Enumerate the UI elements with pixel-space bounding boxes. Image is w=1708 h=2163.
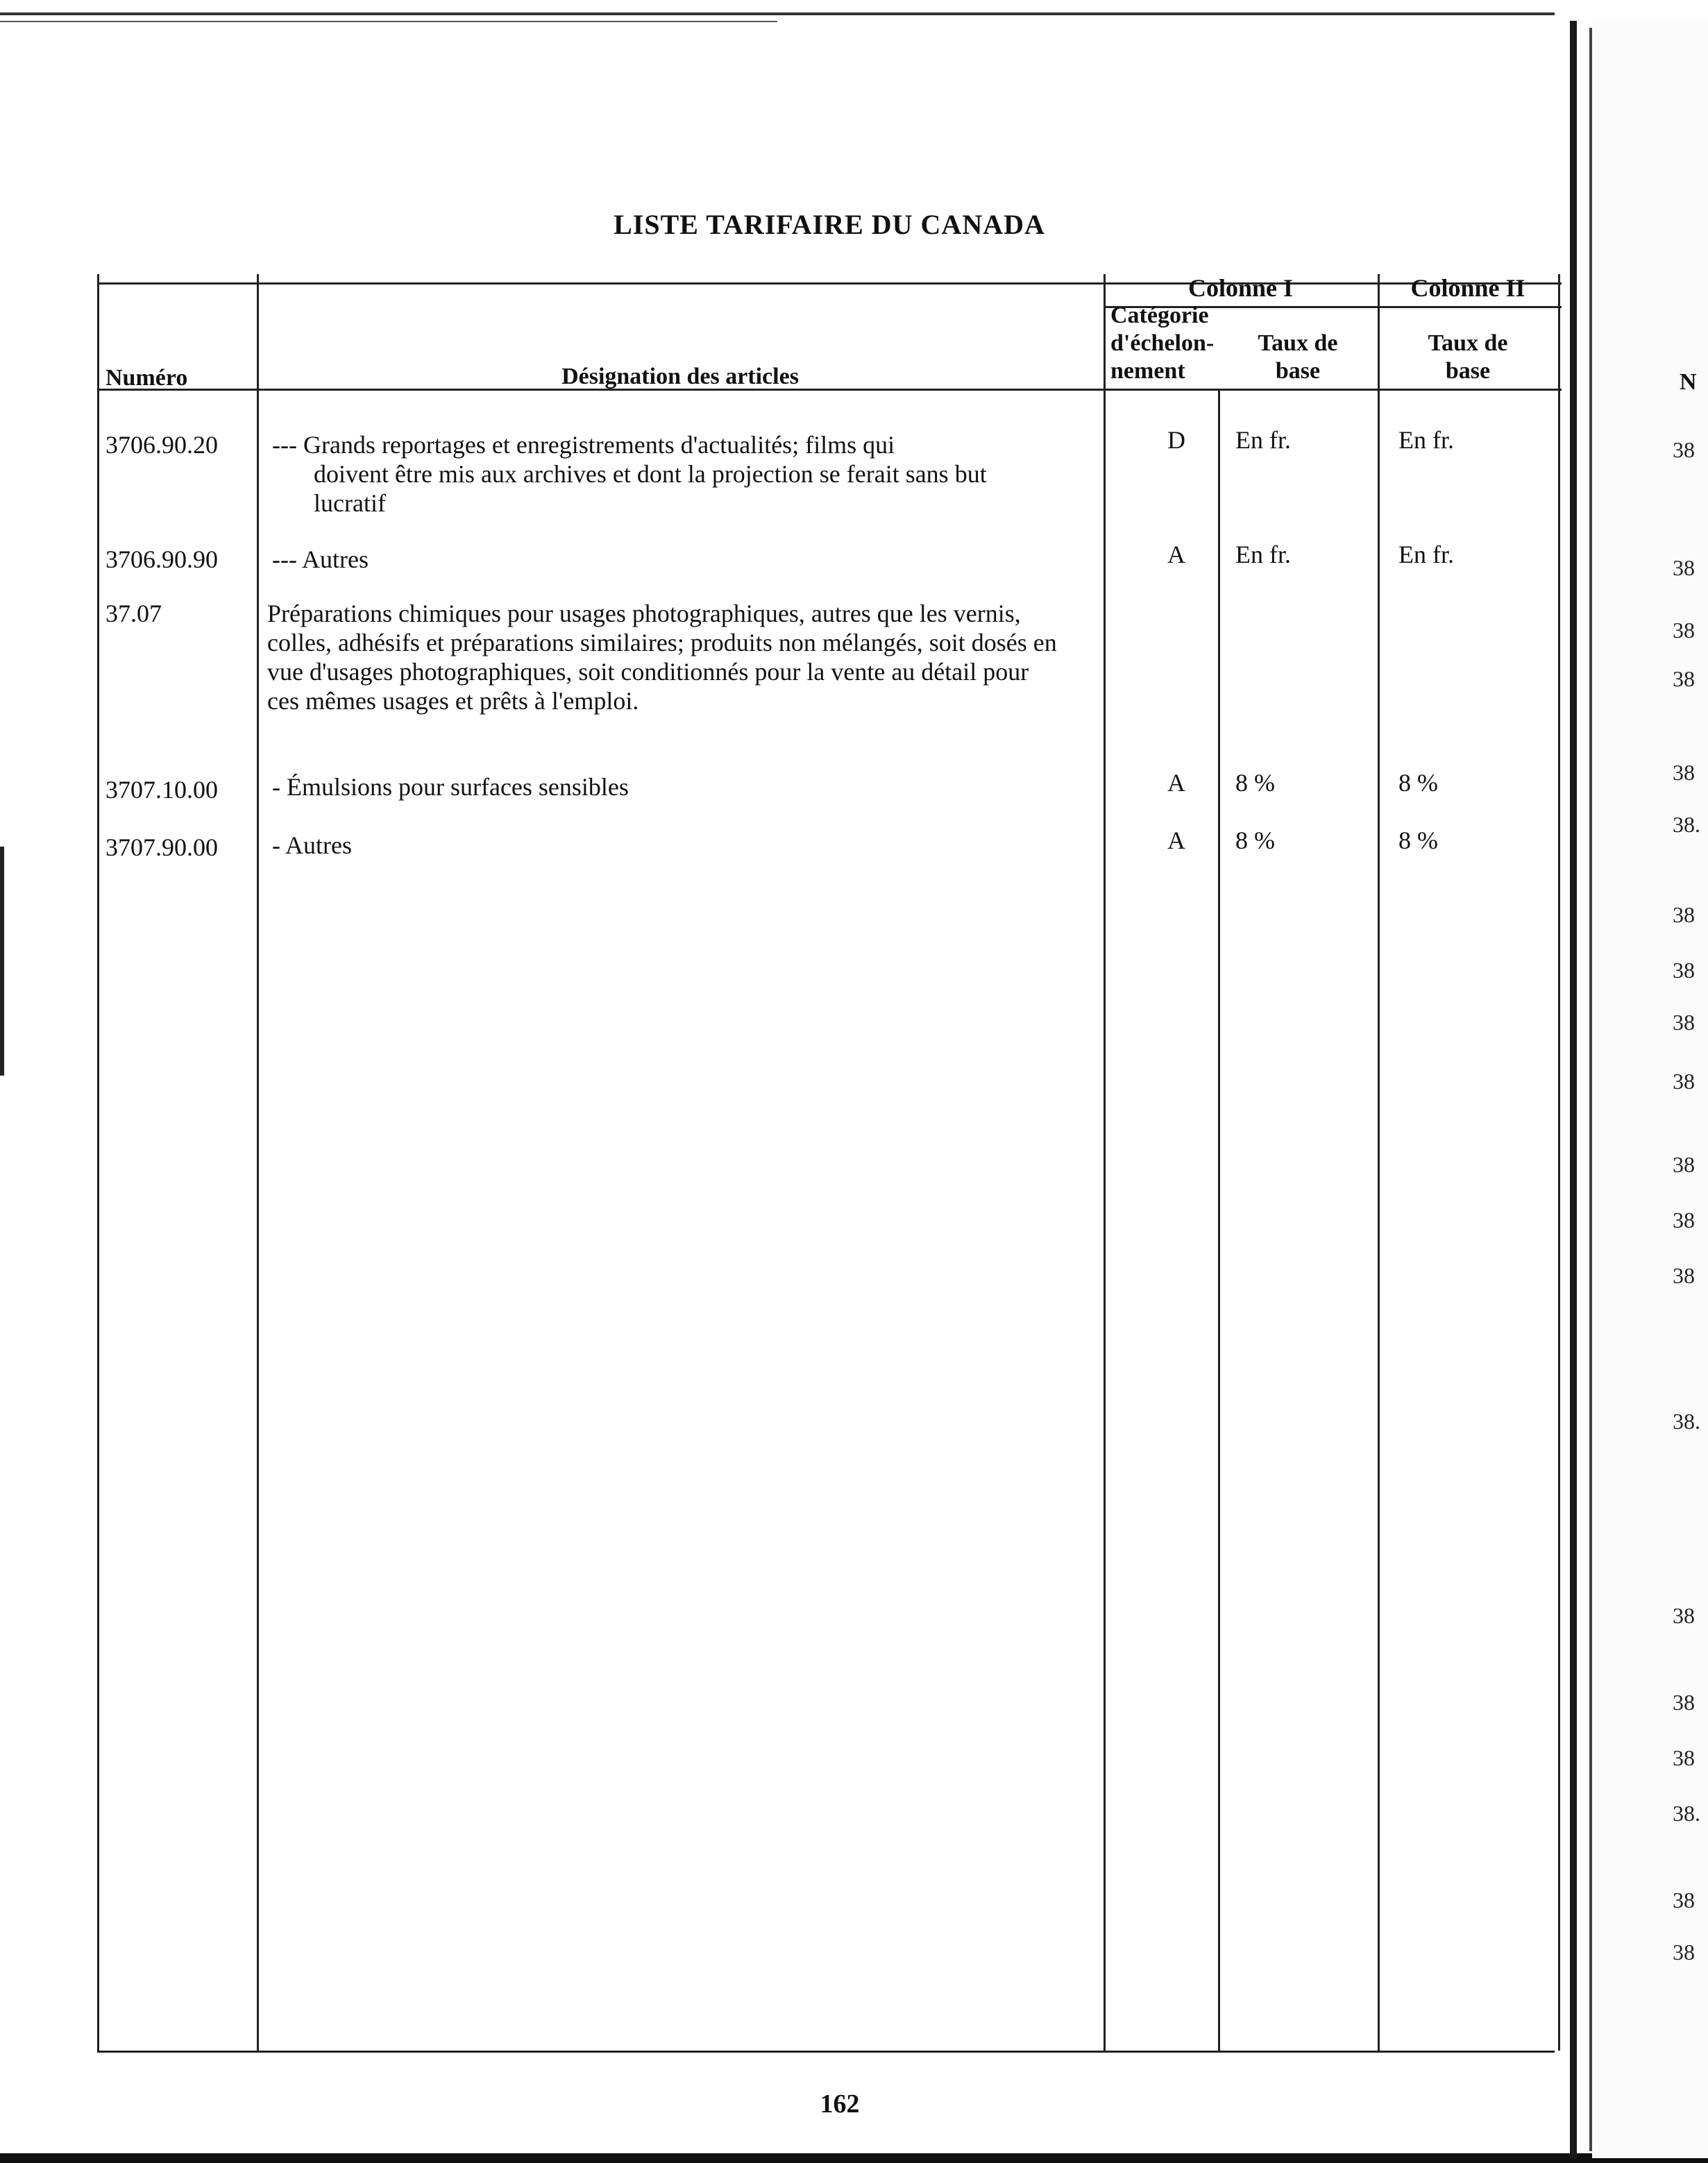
facing-page-fragment: 38. [1673,812,1700,837]
row-4-taux-2: 8 % [1398,769,1438,797]
page-number: 162 [820,2089,860,2119]
row-3-numero: 37.07 [105,600,162,627]
row-4-categorie: A [1167,769,1185,797]
facing-page-fragment: 38 [1673,1603,1695,1628]
tariff-table [97,274,1562,2054]
row-1-designation: --- Grands reportages et enregistrements d'actualités; films qui doivent être mis aux archives et dont la projection se ferait sans but lucratif [272,431,987,517]
row-1-taux-2: En fr. [1398,426,1454,454]
facing-page-fragment: 38 [1673,1207,1695,1232]
header-colonne-2: Colonne II [1410,274,1525,302]
col-line-numero [257,274,259,2051]
scan-edge-top [0,12,1555,15]
col-line-colonne1 [1378,274,1380,2051]
col-line-left [97,274,99,2051]
facing-page-fragment: 38 [1673,1888,1695,1912]
scan-edge-left [0,847,4,1076]
header-designation: Désignation des articles [561,364,799,389]
facing-page-fragment: 38. [1673,1409,1700,1434]
header-taux-1: Taux de base [1258,330,1338,384]
book-gutter [1570,21,1577,2158]
facing-page-fragment: 38 [1673,1690,1695,1715]
row-5-designation: - Autres [272,831,352,859]
row-2-designation: --- Autres [272,545,369,573]
header-taux-2: Taux de base [1428,330,1508,384]
col-line-right [1558,274,1560,2051]
facing-page-fragment: 38 [1673,1010,1695,1035]
table-bottom-border [97,2051,1555,2053]
facing-page-fragment: 38 [1673,902,1695,927]
row-5-taux-1: 8 % [1235,826,1275,854]
row-5-taux-2: 8 % [1398,826,1438,854]
col-line-categorie [1218,389,1220,2051]
header-colonne-1: Colonne I [1187,274,1294,302]
row-2-numero: 3706.90.90 [105,545,218,573]
scan-edge-bottom [0,2153,1708,2163]
facing-page-fragment: 38 [1673,1069,1695,1094]
row-1-taux-1: En fr. [1235,426,1291,454]
row-4-numero: 3707.10.00 [105,776,218,804]
facing-page-fragment: 38 [1673,760,1695,785]
facing-page-fragment: 38 [1673,437,1695,462]
scan-edge-top-line [0,21,777,22]
row-4-designation: - Émulsions pour surfaces sensibles [272,773,629,801]
facing-page-fragment: 38 [1673,555,1695,580]
facing-page-fragment: 38 [1673,1263,1695,1288]
row-1-categorie: D [1167,426,1185,454]
header-numero: Numéro [105,365,188,391]
row-2-categorie: A [1167,541,1185,568]
row-4-taux-1: 8 % [1235,769,1275,797]
facing-page-header: N [1680,369,1697,395]
col-line-designation [1104,274,1106,2051]
facing-page-fragment: 38 [1673,1940,1695,1965]
row-2-taux-2: En fr. [1398,541,1454,568]
row-2-taux-1: En fr. [1235,541,1291,568]
row-5-numero: 3707.90.00 [105,833,218,861]
facing-page-fragment: 38 [1673,666,1695,691]
facing-page-fragment: 38 [1673,618,1695,643]
facing-page-fragment: 38 [1673,1152,1695,1177]
header-categorie: Catégorie d'échelon- nement [1110,303,1215,384]
facing-page-fragment: 38 [1673,1745,1695,1770]
row-1-numero: 3706.90.20 [105,431,218,459]
page-title: LISTE TARIFAIRE DU CANADA [614,209,1045,240]
facing-page-fragment: 38. [1673,1801,1700,1826]
facing-page-fragment: 38 [1673,958,1695,983]
row-3-designation: Préparations chimiques pour usages photographiques, autres que les vernis, colles, adhésifs et préparations similaires; produits non mélangés, soit dosés en vue d'usages photographiques, soit conditionnés pour la vente au détail pour ces mêmes usages et prêts à l'emploi. [267,600,1057,715]
row-5-categorie: A [1167,826,1185,854]
